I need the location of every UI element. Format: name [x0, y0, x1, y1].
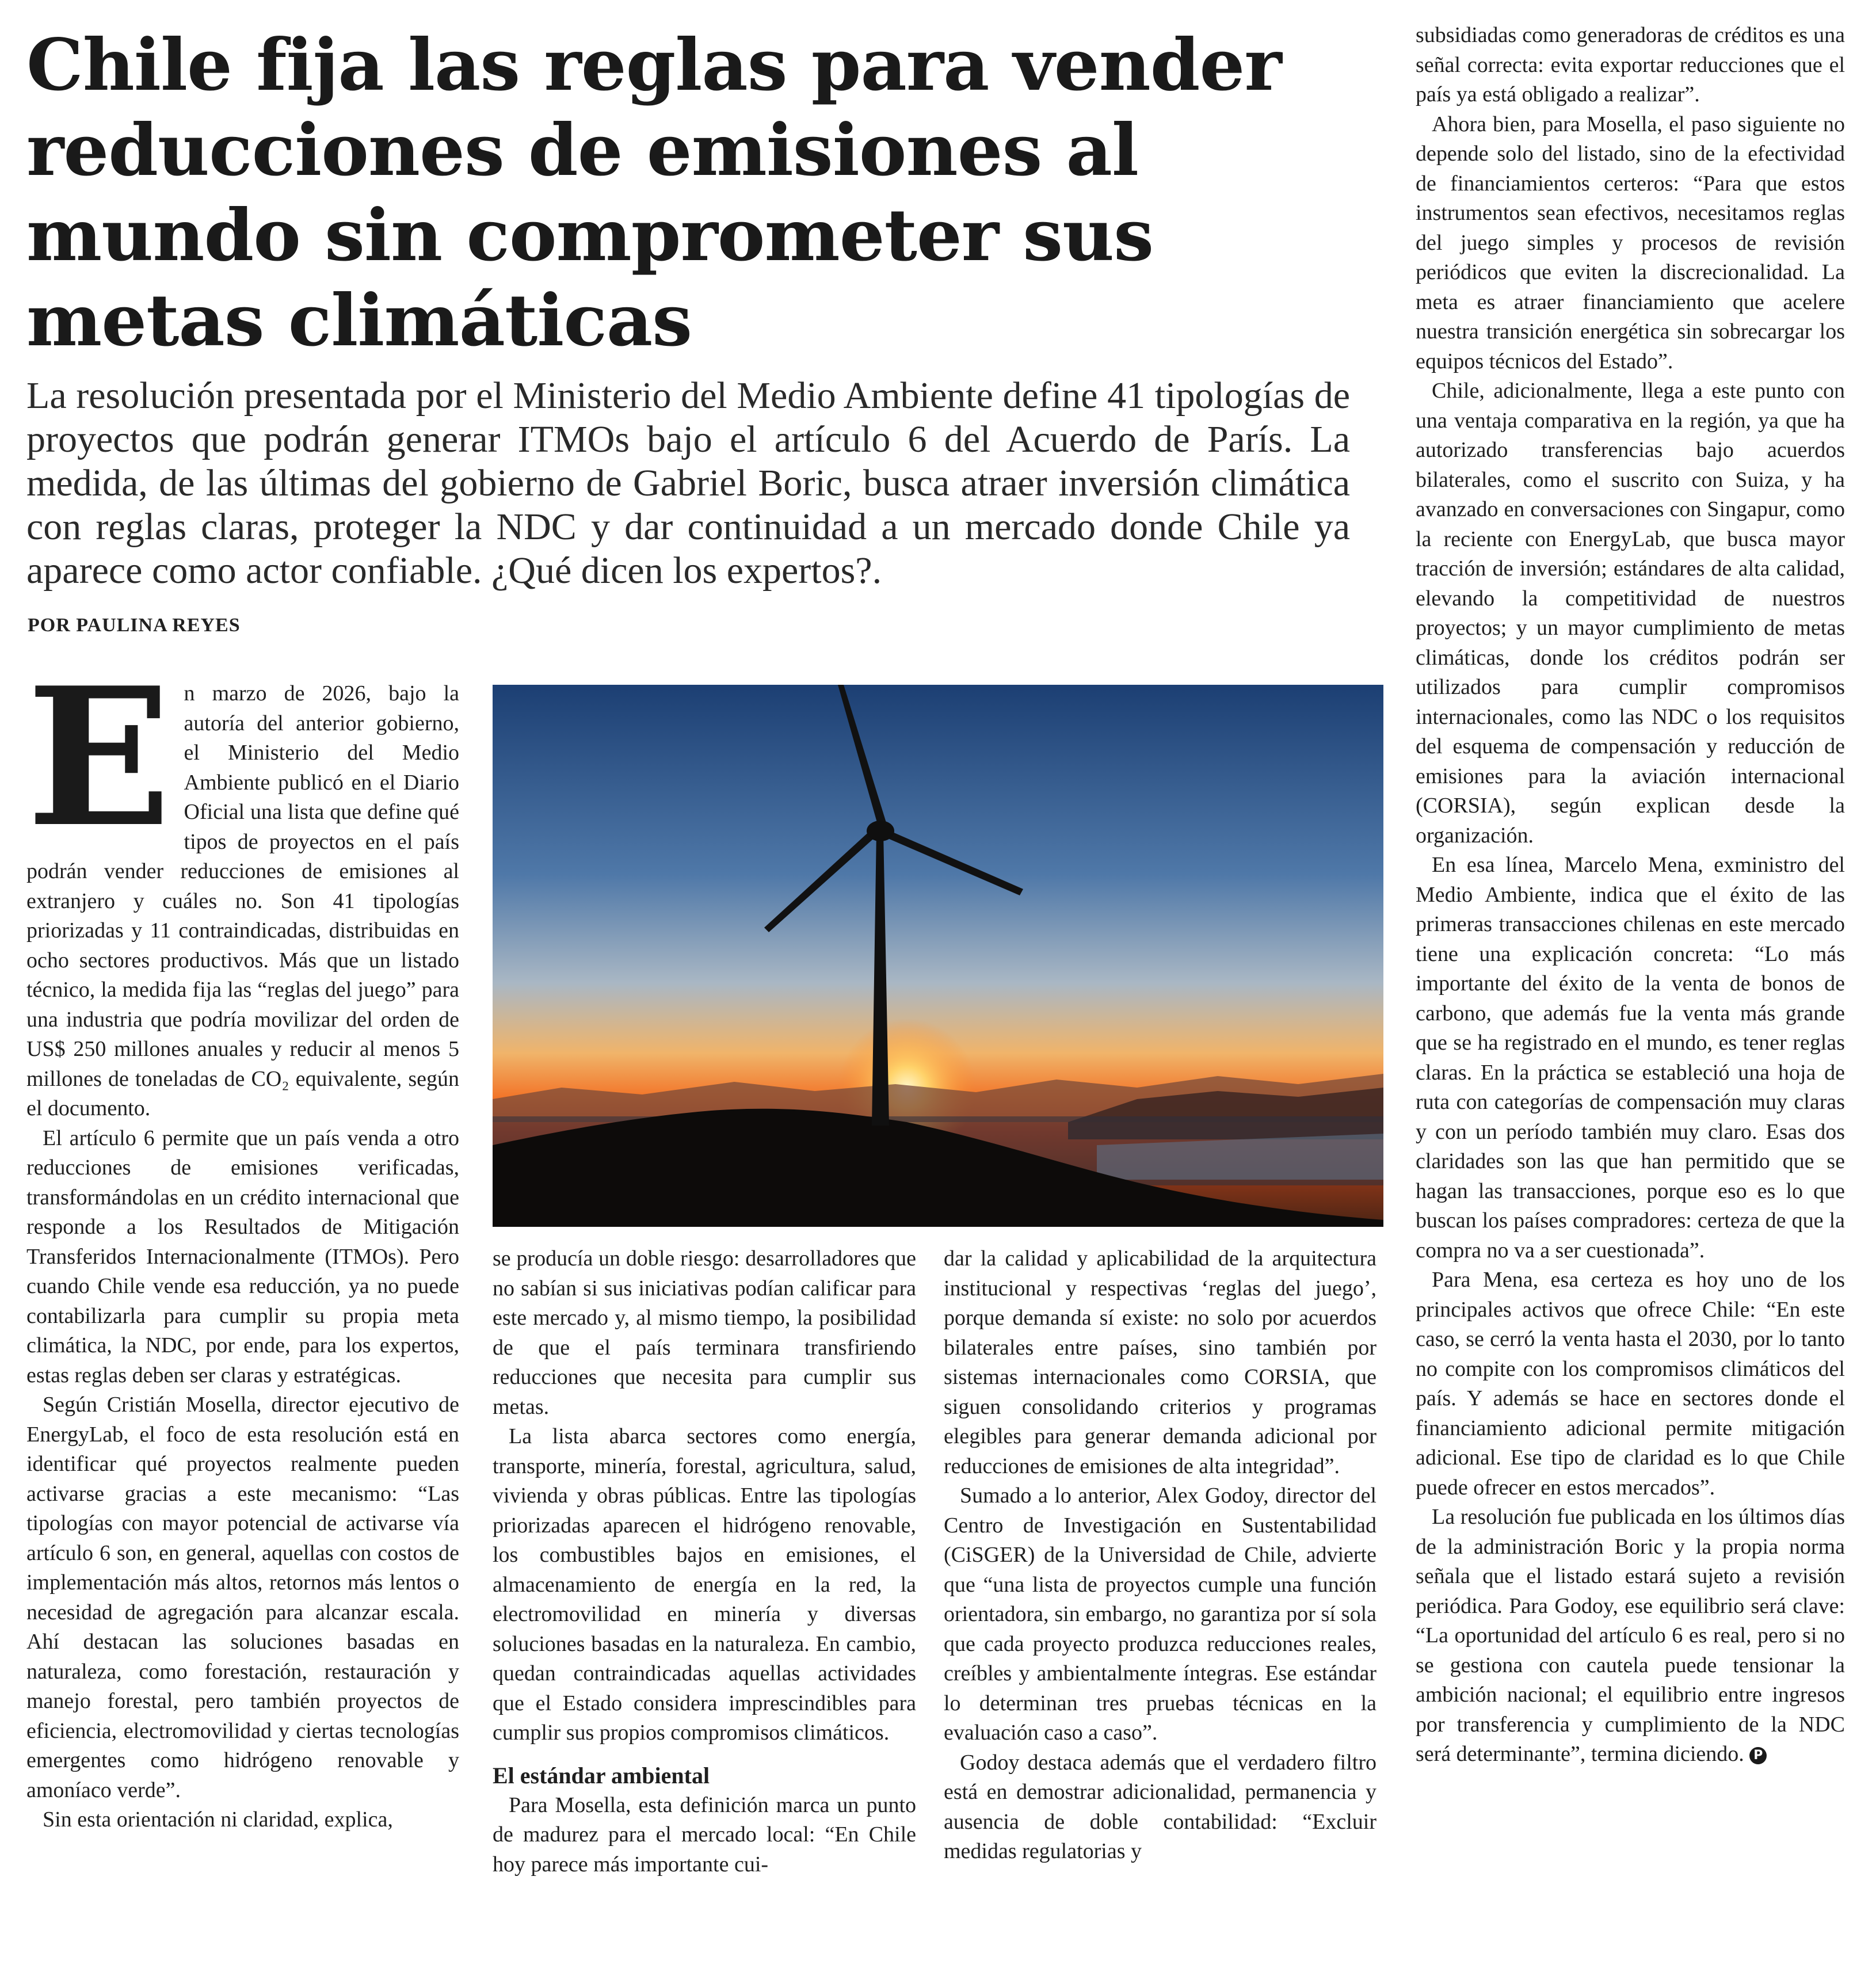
paragraph: La lista abarca sectores como energía, transporte, minería, forestal, agricultura, salud, vivienda y obras públicas. Entre las tipologías priorizadas aparecen el hidrógeno renovable, los combustibles bajos en emisiones, el almacenamiento de energía en la red, la electromovilidad en minería y diversas soluciones basadas en la naturaleza. En cambio, quedan contraindicadas aquellas actividades que el Estado considera imprescindibles para cumplir sus propios compromisos climáticos.	[493, 1424, 916, 1745]
paragraph: se producía un doble riesgo: desarrolladores que no sabían si sus iniciativas podían calificar para este mercado y, al mismo tiempo, la posibilidad de que el país terminara transfiriendo reducciones que necesita para cumplir sus metas.	[493, 1246, 916, 1419]
drop-cap: E	[26, 679, 171, 869]
paragraph: Sumado a lo anterior, Alex Godoy, director del Centro de Investigación en Sustentabilidad (CiSGER) de la Universidad de Chile, advierte que “una lista de proyectos cumple una función orientadora, sin embargo, no garantiza por sí sola que cada proyecto produzca reducciones reales, creíbles y ambientalmente íntegras. Ese estándar lo determinan tres pruebas técnicas en la evaluación caso a caso”.	[944, 1483, 1377, 1745]
column-4	[1416, 21, 1845, 1954]
paragraph: Según Cristián Mosella, director ejecutivo de EnergyLab, el foco de esta resolución está en identificar qué proyectos realmente pueden activarse gracias a este mecanismo: “Las tipologías con mayor potencial de activarse vía artículo 6 son, en general, aquellas con costos de implementación más altos, retornos más lentos o necesidad de agregación para alcanzar escala. Ahí destacan las soluciones basadas en naturaleza, como forestación, restauración y manejo forestal, pero también proyectos de eficiencia, electromovilidad y ciertas tecnologías emergentes como hidrógeno renovable y amoníaco verde”.	[26, 1393, 459, 1802]
paragraph: subsidiadas como generadoras de créditos es una señal correcta: evita exportar reducciones que el país ya está obligado a realizar”.	[1416, 23, 1845, 106]
wind-turbine-photo	[493, 685, 1383, 1227]
article-deck: La resolución presentada por el Ministerio del Medio Ambiente define 41 tipologías de proyectos que podrán generar ITMOs bajo el artículo 6 del Acuerdo de París. La medida, de las últimas del gobierno de Gabriel Boric, busca atraer inversión climática con reglas claras, proteger la NDC y dar continuidad a un mercado donde Chile ya aparece como actor confiable. ¿Qué dicen los expertos?.	[26, 375, 1350, 592]
paragraph: Chile, adicionalmente, llega a este punto con una ventaja comparativa en la región, ya que ha autorizado transferencias bajo acuerdos bilaterales, como el suscrito con Suiza, y ha avanzado en conversaciones con Singapur, como la reciente con EnergyLab, que busca mayor tracción de inversión; estándares de alta calidad, elevando la competitividad de nuestros proyectos; y un mayor cumplimiento de metas climáticas, donde los créditos podrán ser utilizados para cumplir compromisos internacionales, como las NDC o los requisitos del esquema de compensación y reducción de emisiones para la aviación internacional (CORSIA), según explican desde la organización.	[1416, 379, 1845, 848]
paragraph: n marzo de 2026, bajo la autoría del anterior gobierno, el Ministerio del Medio Ambiente publicó en el Diario Oficial una lista que define qué tipos de proyectos en el país podrán vender reducciones de emisiones al extranjero y cuáles no. Son 41 tipologías priorizadas y 11 contraindicadas, distribuidas en ocho sectores productivos. Más que un listado técnico, la medida fija las “reglas del juego” para una industria que podría movilizar del orden de US$ 250 millones anuales y reducir al menos 5 millones de toneladas de CO₂ equivalente, según el documento.	[26, 681, 459, 1120]
column-1	[26, 679, 459, 1945]
section-subhead: El estándar ambiental	[493, 1762, 710, 1788]
closing-paragraph-text: La resolución fue publicada en los últimos días de la administración Boric y la propia norma señala que el listado estará sujeto a revisión periódica. Para Godoy, ese equilibrio será clave: “La oportunidad del artículo 6 es real, pero si no se gestiona con cautela puede tensionar la ambición nacional; el equilibrio entre ingresos por transferencia y cumplimiento de la NDC será determinante”, termina diciendo.	[1416, 1505, 1845, 1766]
paragraph	[1416, 1502, 1845, 1769]
paragraph: Godoy destaca además que el verdadero filtro está en demostrar adicionalidad, permanencia y ausencia de doble contabilidad: “Excluir medidas regulatorias y	[944, 1750, 1377, 1863]
byline: POR PAULINA REYES	[28, 615, 241, 636]
paragraph: Para Mosella, esta definición marca un punto de madurez para el mercado local: “En Chile hoy parece más importante cui-	[493, 1792, 916, 1877]
wind-turbine-sunset-illustration	[493, 685, 1383, 1227]
paragraph: Ahora bien, para Mosella, el paso siguiente no depende solo del listado, sino de la efectividad de financiamientos certeros: “Para que estos instrumentos sean efectivos, necesitamos reglas del juego simples y procesos de revisión periódicos que eviten la discrecionalidad. La meta es atraer financiamiento que acelere nuestra transición energética sin sobrecargar los equipos técnicos del Estado”.	[1416, 112, 1845, 373]
paragraph: En esa línea, Marcelo Mena, exministro del Medio Ambiente, indica que el éxito de las primeras transacciones chilenas en este mercado tiene una explicación concreta: “Lo más importante del éxito de la venta de bonos de carbono, que además fue la venta más grande que se ha registrado en el mundo, es tener reglas claras. En la práctica se estableció una hoja de ruta con categorías de compensación muy claras y con un período también muy claro. Esas dos claridades son las que han permitido que se hagan las transacciones, porque eso es lo que buscan los países compradores: certeza de que la compra no va a ser cuestionada”.	[1416, 853, 1845, 1263]
end-of-article-icon: P	[1749, 1747, 1767, 1764]
column-2	[493, 1244, 916, 1940]
paragraph: El artículo 6 permite que un país venda a otro reducciones de emisiones verificadas, transformándolas en un crédito internacional que responde a los Resultados de Mitigación Transferidos Internacionalmente (ITMOs). Pero cuando Chile vende esa reducción, ya no puede contabilizarla para cumplir su propia meta climática, la NDC, por ende, para los expertos, estas reglas deben ser claras y estratégicas.	[26, 1126, 459, 1387]
paragraph: Sin esta orientación ni claridad, explica,	[43, 1807, 393, 1832]
column-3	[944, 1244, 1377, 1940]
article-headline: Chile fija las reglas para vender reducciones de emisiones al mundo sin comprometer sus metas climáticas	[26, 24, 1282, 363]
paragraph: dar la calidad y aplicabilidad de la arquitectura institucional y respectivas ‘reglas del juego’, porque demanda sí existe: no solo por acuerdos bilaterales entre países, sino también por sistemas internacionales como CORSIA, que siguen consolidando criterios y programas elegibles para generar demanda adicional por reducciones de emisiones de alta integridad”.	[944, 1246, 1377, 1478]
paragraph: Para Mena, esa certeza es hoy uno de los principales activos que ofrece Chile: “En este caso, se cerró la venta hasta el 2030, por lo tanto no compite con los compromisos climáticos del país. Y además se hace en sectores donde el financiamiento adicional permite mitigación adicional. Ese tipo de claridad es lo que Chile puede ofrecer en estos mercados”.	[1416, 1268, 1845, 1500]
